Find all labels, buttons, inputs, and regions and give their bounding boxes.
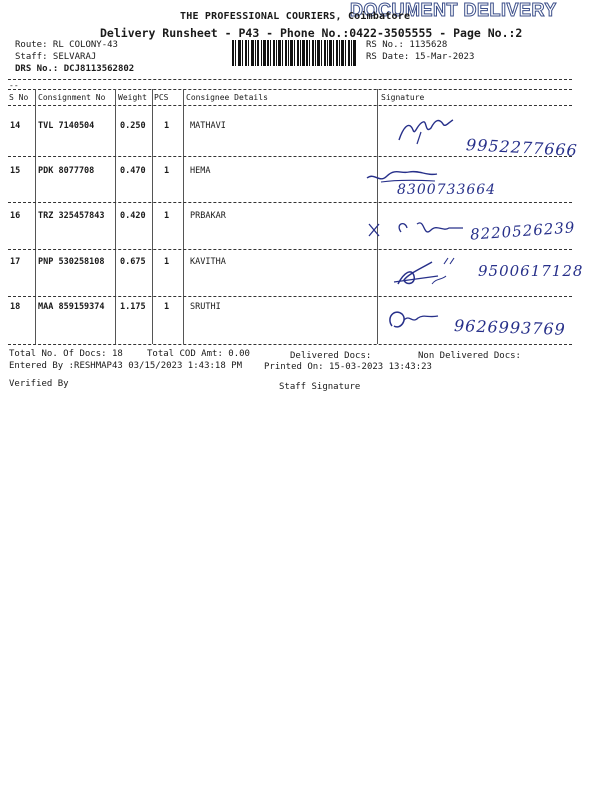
- delivered-docs: Delivered Docs:: [290, 351, 372, 361]
- table-top-divider: [8, 79, 572, 80]
- recipient-phone: 9952277666: [465, 135, 579, 160]
- column-rule: [115, 89, 116, 344]
- row-sno: 16: [10, 211, 21, 221]
- table-bottom-divider: [8, 344, 572, 345]
- recipient-signature: [392, 254, 472, 294]
- row-consignee: PRBAKAR: [190, 211, 226, 221]
- row-pcs: 1: [164, 257, 170, 267]
- header-top-divider: [8, 89, 572, 90]
- row-consignee: MATHAVI: [190, 121, 226, 131]
- total-docs: Total No. Of Docs: 18: [9, 349, 123, 359]
- row-weight: 0.420: [120, 211, 146, 221]
- row-pcs: 1: [164, 121, 170, 131]
- row-weight: 0.675: [120, 257, 146, 267]
- row-pcs: 1: [164, 166, 170, 176]
- recipient-signature: [365, 212, 465, 242]
- col-header-consignment: Consignment No: [38, 93, 106, 102]
- barcode-image: [232, 40, 356, 66]
- staff-signature-label: Staff Signature: [279, 382, 361, 392]
- recipient-signature: [382, 300, 452, 336]
- row-sno: 18: [10, 302, 21, 312]
- col-header-weight: Weight: [118, 93, 147, 102]
- row-divider: [8, 249, 572, 250]
- row-divider: [8, 202, 572, 203]
- row-consignment: TVL 7140504: [38, 121, 95, 131]
- document-delivery-stamp: DOCUMENT DELIVERY: [350, 0, 557, 20]
- row-weight: 0.470: [120, 166, 146, 176]
- recipient-phone: 8220526239: [469, 218, 576, 244]
- non-delivered-docs: Non Delivered Docs:: [418, 351, 521, 361]
- recipient-phone: 9500617128: [478, 262, 584, 280]
- row-sno: 14: [10, 121, 21, 131]
- col-header-pcs: PCS: [154, 93, 169, 102]
- row-consignment: PDK 8077708: [38, 166, 95, 176]
- row-pcs: 1: [164, 302, 170, 312]
- row-consignment: MAA 859159374: [38, 302, 105, 312]
- drs-number: DRS No.: DCJ8113562802: [15, 64, 135, 74]
- recipient-phone: 8300733664: [397, 182, 497, 198]
- column-rule: [152, 89, 153, 344]
- row-sno: 15: [10, 166, 21, 176]
- col-header-signature: Signature: [381, 93, 425, 102]
- runsheet-title: Delivery Runsheet - P43 - Phone No.:0422-3505555 - Page No.:2: [100, 26, 523, 40]
- entered-by: Entered By :RESHMAP43 03/15/2023 1:43:18 PM: [9, 361, 242, 371]
- recipient-signature: [395, 110, 455, 150]
- row-consignment: PNP 530258108: [38, 257, 105, 267]
- row-weight: 0.250: [120, 121, 146, 131]
- row-sno: 17: [10, 257, 21, 267]
- total-cod: Total COD Amt: 0.00: [147, 349, 250, 359]
- table-top-mark: --: [9, 81, 19, 90]
- route-label: Route: RL COLONY-43: [15, 40, 118, 50]
- rs-date: RS Date: 15-Mar-2023: [366, 52, 475, 62]
- printed-on: Printed On: 15-03-2023 13:43:23: [264, 362, 432, 372]
- company-name: THE PROFESSIONAL COURIERS, Coimbatore: [180, 11, 411, 22]
- row-consignment: TRZ 325457843: [38, 211, 105, 221]
- row-divider: [8, 296, 572, 297]
- recipient-phone: 9626993769: [453, 316, 567, 339]
- row-consignee: HEMA: [190, 166, 211, 176]
- staff-label: Staff: SELVARAJ: [15, 52, 97, 62]
- row-consignee: SRUTHI: [190, 302, 221, 312]
- header-bottom-divider: [8, 105, 572, 106]
- row-consignee: KAVITHA: [190, 257, 226, 267]
- row-weight: 1.175: [120, 302, 146, 312]
- verified-by-label: Verified By: [9, 379, 69, 389]
- column-rule: [183, 89, 184, 344]
- row-divider: [8, 156, 572, 157]
- rs-number: RS No.: 1135628: [366, 40, 448, 50]
- col-header-sno: S No: [9, 93, 29, 102]
- col-header-consignee: Consignee Details: [186, 93, 268, 102]
- column-rule: [35, 89, 36, 344]
- row-pcs: 1: [164, 211, 170, 221]
